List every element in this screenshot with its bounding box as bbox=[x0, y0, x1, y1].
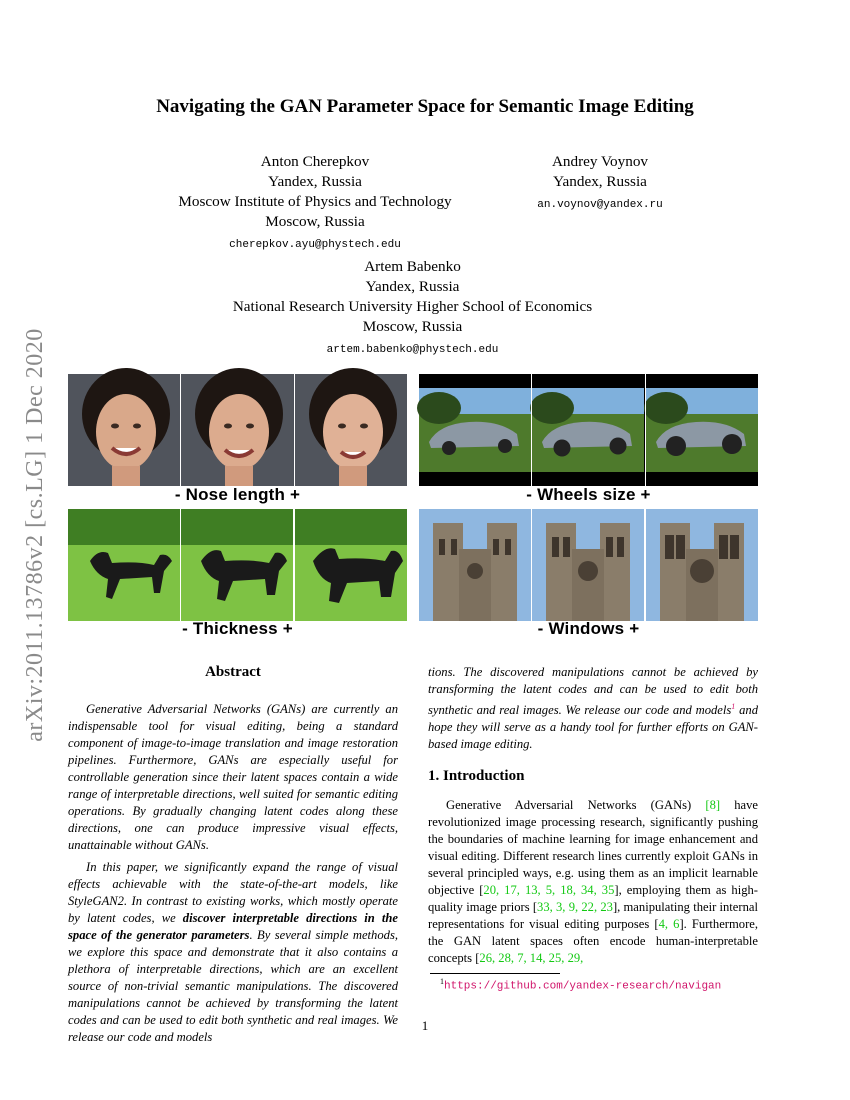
author-name: Artem Babenko bbox=[364, 258, 461, 275]
church-image-3 bbox=[646, 509, 758, 621]
church-image-2 bbox=[532, 509, 644, 621]
footnote-mark[interactable]: 1 bbox=[731, 702, 736, 711]
author-affiliation: Moscow Institute of Physics and Technology bbox=[178, 193, 452, 210]
footnote-number: 1 bbox=[440, 977, 444, 986]
author-city: Moscow, Russia bbox=[362, 318, 463, 335]
face-image-3 bbox=[295, 368, 407, 486]
author-affiliation: Yandex, Russia bbox=[365, 278, 460, 295]
intro-text: ], employing them as high-quality image priors [ bbox=[428, 883, 758, 914]
face-image-1 bbox=[68, 368, 180, 486]
footnote bbox=[440, 977, 721, 993]
horse-image-1 bbox=[68, 509, 180, 621]
author-affiliation: Yandex, Russia bbox=[553, 173, 647, 190]
arxiv-stamp: arXiv:2011.13786v2 [cs.LG] 1 Dec 2020 bbox=[22, 328, 48, 742]
citation-link[interactable]: 33, 3, 9, 22, 23 bbox=[537, 900, 613, 914]
figure-caption-wheels: - Wheels size + bbox=[526, 485, 651, 504]
car-images bbox=[419, 374, 758, 486]
citation-link[interactable]: 4, 6 bbox=[658, 917, 680, 931]
author-email[interactable]: cherepkov.ayu@phystech.edu bbox=[229, 239, 401, 251]
figure-panel-churches bbox=[419, 509, 758, 621]
intro-text: have revolutionized image processing research, significantly pushing the boundaries of machine learning for image enhancement and visual editing. Different research lines currently exploit GANs in several principled ways, e.g. using them as an implicit learnable objective [ bbox=[428, 798, 759, 897]
figure-panel-cars bbox=[419, 374, 758, 486]
section-heading-introduction: 1. Introduction bbox=[428, 768, 525, 784]
church-images bbox=[419, 509, 758, 621]
citation-link[interactable]: [8] bbox=[705, 798, 721, 812]
church-image-1 bbox=[419, 509, 531, 621]
abstract-text: and hope they will serve as a handy tool for further efforts on GAN-based image editing. bbox=[428, 703, 759, 752]
author-block-3 bbox=[150, 257, 675, 360]
abstract-paragraph-1 bbox=[68, 701, 398, 854]
horse-image-3 bbox=[295, 509, 407, 621]
author-name: Andrey Voynov bbox=[551, 153, 649, 170]
citation-link[interactable]: 26, 28, 7, 14, 25, 29, bbox=[479, 951, 584, 965]
figure-panel-horses bbox=[68, 509, 407, 621]
abstract-text: Generative Adversarial Networks (GANs) are currently an indispensable tool for visual editing, being a standard component of image-to-image translation and image restoration pipelines. Furthermore, GANs are especially useful for controllable generation since their latent spaces contain a wide range of interpretable directions, well suited for semantic editing operations. By gradually changing latent codes along these directions, one can produce impressive visual effects, unattainable without GANs. bbox=[68, 702, 398, 852]
footnote-url-link[interactable]: https://github.com/yandex-research/navigan bbox=[444, 980, 722, 993]
abstract-heading: Abstract bbox=[205, 664, 261, 680]
abstract-continuation bbox=[428, 664, 758, 753]
abstract-text: . By several simple methods, we explore this space and demonstrate that it also contains a plethora of interpretable directions, which are an excellent source of non-trivial semantic manipulations. The discovered manipulations cannot be achieved by transforming the latent codes and can be used to edit both synthetic and real images. We release our code and models bbox=[68, 928, 398, 1044]
introduction-paragraph bbox=[428, 797, 758, 967]
author-city: Moscow, Russia bbox=[265, 213, 365, 230]
horse-image-2 bbox=[181, 509, 293, 621]
paper-title: Navigating the GAN Parameter Space for Semantic Image Editing bbox=[156, 96, 694, 117]
car-image-3 bbox=[644, 388, 758, 472]
figure-panel-faces bbox=[68, 374, 407, 486]
page-number: 1 bbox=[421, 1018, 429, 1033]
face-images bbox=[68, 374, 407, 486]
car-image-1 bbox=[417, 388, 531, 472]
author-block-1 bbox=[140, 152, 490, 255]
abstract-emphasis: discover interpretable directions in the space of the generator parameters bbox=[68, 911, 398, 942]
figure-caption-nose: - Nose length + bbox=[174, 485, 301, 504]
figure-caption-windows: - Windows + bbox=[537, 619, 640, 638]
author-email[interactable]: an.voynov@yandex.ru bbox=[537, 199, 663, 211]
citation-link[interactable]: 20, 17, 13, 5, 18, 34, 35 bbox=[483, 883, 615, 897]
car-image-2 bbox=[530, 388, 644, 472]
author-block-2 bbox=[490, 152, 710, 215]
author-name: Anton Cherepkov bbox=[260, 153, 370, 170]
horse-images bbox=[68, 509, 407, 621]
intro-text: ], manipulating their internal representations for visual editing purposes [ bbox=[428, 900, 758, 931]
abstract-text: tions. The discovered manipulations cannot be achieved by transforming the latent codes and can be used to edit both synthetic and real images. We release our code and models bbox=[428, 665, 758, 718]
abstract-paragraph-2 bbox=[68, 859, 398, 1044]
face-image-2 bbox=[181, 368, 293, 486]
footnote-rule bbox=[430, 973, 560, 974]
intro-text: ]. Furthermore, the GAN latent spaces often encode human-interpretable concepts [ bbox=[428, 917, 759, 965]
author-affiliation: Yandex, Russia bbox=[268, 173, 362, 190]
intro-text: Generative Adversarial Networks (GANs) bbox=[446, 798, 706, 812]
abstract-text: In this paper, we significantly expand the range of visual effects achievable with the state-of-the-art models, like StyleGAN2. In contrast to existing works, which mostly operate by latent codes, we bbox=[68, 860, 398, 925]
figure-caption-thickness: - Thickness + bbox=[182, 619, 293, 638]
author-email[interactable]: artem.babenko@phystech.edu bbox=[326, 344, 499, 356]
author-affiliation: National Research University Higher School of Economics bbox=[232, 298, 593, 315]
